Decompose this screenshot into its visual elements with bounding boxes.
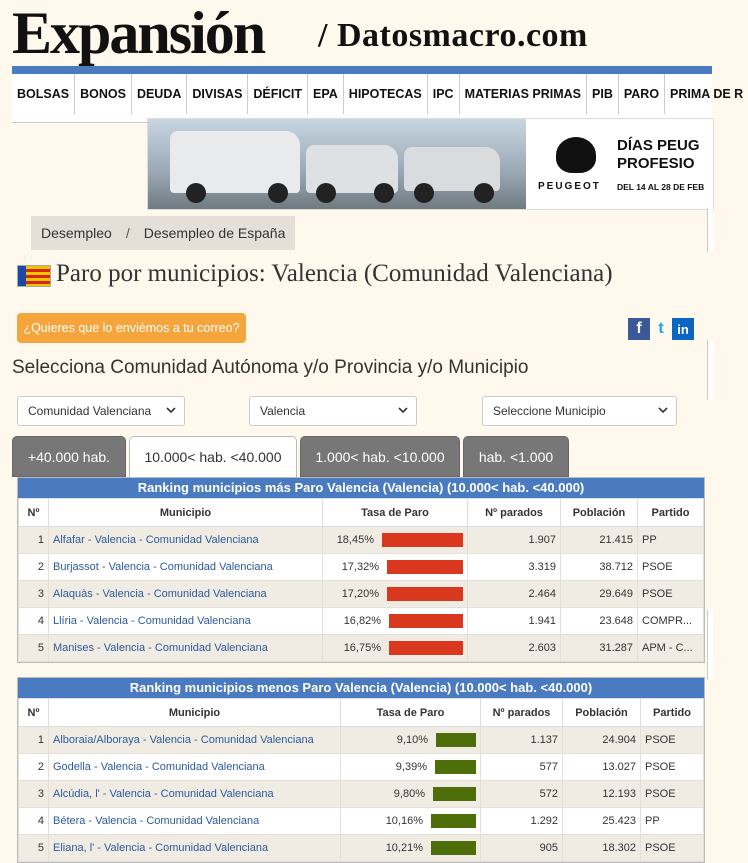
ranking-mas-paro	[17, 477, 705, 663]
nav-item[interactable]: DEUDA	[131, 74, 186, 114]
parados-cell: 572	[481, 781, 563, 808]
ranking-menos-paro	[17, 677, 705, 863]
municipio-cell	[49, 554, 323, 581]
ad-vans-image	[148, 119, 526, 209]
poblacion-cell: 25.423	[563, 808, 641, 835]
partido-cell: PP	[641, 808, 704, 835]
municipio-link-rest[interactable]: - Valencia - Comunidad Valenciana	[98, 561, 273, 573]
col-municipio[interactable]: Municipio	[49, 699, 341, 727]
nav-item[interactable]: PARO	[618, 74, 664, 114]
municipio-link[interactable]: Alaquàs	[53, 588, 93, 600]
comunidad-select[interactable]	[17, 396, 185, 426]
partido-cell: PSOE	[641, 835, 704, 862]
provincia-select-value: Valencia	[260, 404, 306, 418]
municipio-link-rest[interactable]: - Valencia - Comunidad Valenciana	[90, 761, 265, 773]
tasa-value: 10,16%	[385, 814, 423, 827]
peugeot-lion-icon	[556, 137, 596, 173]
tasa-cell	[323, 554, 468, 581]
parados-cell: 2.603	[468, 635, 561, 662]
tasa-cell	[341, 727, 481, 754]
parados-cell: 1.907	[468, 527, 561, 554]
ranking-mas-title: Ranking municipios más Paro Valencia (Valencia) (10.000< hab. <40.000)	[18, 478, 704, 498]
tasa-bar	[435, 760, 476, 774]
tasa-cell	[341, 781, 481, 808]
table-row[interactable]	[19, 727, 704, 754]
tasa-bar	[436, 733, 476, 747]
parados-cell: 577	[481, 754, 563, 781]
parados-cell: 1.292	[481, 808, 563, 835]
col-partido[interactable]: Partido	[638, 499, 704, 527]
tasa-cell	[323, 527, 468, 554]
ad-title: DÍAS PEUG PROFESIO	[617, 137, 700, 172]
col-poblacion[interactable]: Población	[561, 499, 638, 527]
parados-cell: 905	[481, 835, 563, 862]
municipio-link-rest[interactable]: - Valencia - Comunidad Valenciana	[94, 842, 269, 854]
col-parados[interactable]: Nº parados	[468, 499, 561, 527]
chevron-down-icon	[398, 405, 408, 415]
row-number: 1	[19, 527, 49, 554]
tasa-value: 17,20%	[341, 587, 379, 600]
tasa-cell	[323, 635, 468, 662]
tasa-cell	[341, 835, 481, 862]
municipio-link[interactable]: Llíria	[53, 615, 77, 627]
nav-item[interactable]: EPA	[307, 74, 343, 114]
tasa-value: 9,80%	[393, 787, 425, 800]
ranking-menos-title: Ranking municipios menos Paro Valencia (Valencia) (10.000< hab. <40.000)	[18, 678, 704, 698]
parados-cell: 1.137	[481, 727, 563, 754]
row-number: 3	[19, 781, 49, 808]
tasa-value: 10,21%	[385, 841, 423, 854]
table-row[interactable]	[19, 635, 704, 662]
parados-cell: 3.319	[468, 554, 561, 581]
tasa-bar	[382, 533, 463, 547]
poblacion-cell: 23.648	[561, 608, 638, 635]
partido-cell: PSOE	[641, 781, 704, 808]
municipio-link-rest[interactable]: - Valencia - Comunidad Valenciana	[85, 815, 260, 827]
col-parados[interactable]: Nº parados	[481, 699, 563, 727]
ad-brand: PEUGEOT	[538, 181, 601, 192]
municipio-select[interactable]	[482, 396, 677, 426]
municipio-link[interactable]: Bétera	[53, 815, 86, 827]
tasa-value: 9,10%	[396, 733, 428, 746]
main-nav	[12, 66, 744, 123]
tab-menos-1000[interactable]: hab. <1.000	[463, 436, 569, 477]
tasa-value: 18,45%	[336, 533, 374, 546]
parados-cell: 1.941	[468, 608, 561, 635]
page-title: Paro por municipios: Valencia (Comunidad Valenciana)	[56, 260, 613, 287]
municipio-link-rest[interactable]: - Valencia - Comunidad Valenciana	[93, 642, 268, 654]
provincia-select[interactable]	[249, 396, 417, 426]
municipio-cell	[49, 781, 341, 808]
municipio-cell	[49, 581, 323, 608]
table-row[interactable]	[19, 808, 704, 835]
page-edge	[707, 340, 713, 400]
tasa-value: 9,39%	[395, 760, 427, 773]
col-num[interactable]: Nº	[19, 499, 49, 527]
linkedin-icon[interactable]: in	[672, 318, 694, 340]
municipio-cell	[49, 754, 341, 781]
municipio-cell	[49, 608, 323, 635]
col-num[interactable]: Nº	[19, 699, 49, 727]
breadcrumb-desempleo[interactable]: Desempleo	[41, 225, 112, 241]
tasa-cell	[323, 581, 468, 608]
municipio-link-rest[interactable]: - Valencia - Comunidad Valenciana	[92, 588, 267, 600]
poblacion-cell: 21.415	[561, 527, 638, 554]
partido-cell: COMPR...	[638, 608, 704, 635]
chevron-down-icon	[166, 405, 176, 415]
poblacion-cell: 12.193	[563, 781, 641, 808]
poblacion-cell: 38.712	[561, 554, 638, 581]
nav-item[interactable]: MATERIAS PRIMAS	[459, 74, 586, 114]
poblacion-cell: 29.649	[561, 581, 638, 608]
row-number: 1	[19, 727, 49, 754]
nav-item[interactable]: BONOS	[74, 74, 131, 114]
selector-heading: Selecciona Comunidad Autónoma y/o Provincia y/o Municipio	[12, 357, 529, 378]
tab-10000-40000[interactable]: 10.000< hab. <40.000	[129, 436, 297, 477]
tasa-bar	[389, 614, 463, 628]
expansion-logo[interactable]: Expansión	[12, 0, 265, 66]
site-header	[0, 0, 712, 66]
tasa-bar	[433, 787, 476, 801]
parados-cell: 2.464	[468, 581, 561, 608]
ranking-menos-table	[18, 698, 704, 862]
tasa-bar	[431, 814, 476, 828]
partido-cell: PP	[638, 527, 704, 554]
chevron-down-icon	[658, 405, 668, 415]
row-number: 3	[19, 581, 49, 608]
col-partido[interactable]: Partido	[641, 699, 704, 727]
municipio-link[interactable]: Alfafar	[53, 534, 85, 546]
comunidad-select-value: Comunidad Valenciana	[28, 404, 152, 418]
facebook-icon[interactable]: f	[628, 318, 650, 340]
breadcrumb	[31, 216, 295, 250]
table-row[interactable]	[19, 781, 704, 808]
tasa-bar	[387, 560, 463, 574]
breadcrumb-separator: /	[125, 225, 130, 241]
municipio-link[interactable]: Alcúdia, l'	[53, 788, 100, 800]
nav-item[interactable]: DÉFICIT	[247, 74, 307, 114]
row-number: 2	[19, 754, 49, 781]
poblacion-cell: 18.302	[563, 835, 641, 862]
tasa-cell	[323, 608, 468, 635]
ad-date: DEL 14 AL 28 DE FEB	[617, 182, 705, 192]
poblacion-cell: 13.027	[563, 754, 641, 781]
email-subscribe-button[interactable]: ¿Quieres que lo enviémos a tu correo?	[17, 313, 246, 343]
nav-item[interactable]: PIB	[586, 74, 618, 114]
table-row[interactable]	[19, 754, 704, 781]
tasa-value: 16,75%	[343, 641, 381, 654]
table-row[interactable]	[19, 527, 704, 554]
row-number: 5	[19, 835, 49, 862]
municipio-cell	[49, 527, 323, 554]
row-number: 2	[19, 554, 49, 581]
col-poblacion[interactable]: Población	[563, 699, 641, 727]
municipio-link[interactable]: Alboraia/Alboraya	[53, 734, 140, 746]
tasa-bar	[389, 641, 463, 655]
tasa-cell	[341, 808, 481, 835]
municipio-cell	[49, 727, 341, 754]
page-edge	[707, 208, 713, 252]
municipio-link[interactable]: Godella	[53, 761, 91, 773]
col-municipio[interactable]: Municipio	[49, 499, 323, 527]
row-number: 5	[19, 635, 49, 662]
partido-cell: PSOE	[641, 727, 704, 754]
nav-item[interactable]: PRIMA DE R	[664, 74, 748, 114]
datosmacro-logo[interactable]: / Datosmacro.com	[318, 17, 588, 54]
page-edge	[707, 610, 713, 680]
tasa-value: 17,32%	[341, 560, 379, 573]
municipio-link-rest[interactable]: - Valencia - Comunidad Valenciana	[76, 615, 251, 627]
municipio-select-value: Seleccione Municipio	[493, 404, 606, 418]
municipio-cell	[49, 835, 341, 862]
table-row[interactable]	[19, 554, 704, 581]
row-number: 4	[19, 808, 49, 835]
nav-item[interactable]: IPC	[427, 74, 459, 114]
valencia-flag-icon	[17, 265, 51, 287]
twitter-icon[interactable]: t	[658, 320, 664, 337]
municipio-link-rest[interactable]: - Valencia - Comunidad Valenciana	[99, 788, 274, 800]
ad-text-panel	[526, 119, 713, 209]
row-number: 4	[19, 608, 49, 635]
nav-item[interactable]: BOLSAS	[17, 87, 70, 101]
partido-cell: PSOE	[641, 754, 704, 781]
municipio-link-rest[interactable]: - Valencia - Comunidad Valenciana	[139, 734, 314, 746]
municipio-link[interactable]: Manises	[53, 642, 94, 654]
tasa-cell	[341, 754, 481, 781]
ad-banner[interactable]	[147, 118, 714, 210]
tab-mas-40000[interactable]: +40.000 hab.	[12, 436, 126, 477]
table-row[interactable]	[19, 835, 704, 862]
partido-cell: APM - C...	[638, 635, 704, 662]
partido-cell: PSOE	[638, 581, 704, 608]
municipio-cell	[49, 808, 341, 835]
tasa-value: 16,82%	[343, 614, 381, 627]
poblacion-cell: 31.287	[561, 635, 638, 662]
municipio-link[interactable]: Eliana, l'	[53, 842, 95, 854]
municipio-cell	[49, 635, 323, 662]
table-row[interactable]	[19, 608, 704, 635]
col-tasa[interactable]: Tasa de Paro	[323, 499, 468, 527]
ranking-mas-table	[18, 498, 704, 662]
tab-1000-10000[interactable]: 1.000< hab. <10.000	[300, 436, 460, 477]
partido-cell: PSOE	[638, 554, 704, 581]
breadcrumb-desempleo-espana[interactable]: Desempleo de España	[143, 225, 286, 241]
col-tasa[interactable]: Tasa de Paro	[341, 699, 481, 727]
table-row[interactable]	[19, 581, 704, 608]
tasa-bar	[387, 587, 463, 601]
tasa-bar	[431, 841, 476, 855]
nav-item[interactable]: DIVISAS	[186, 74, 247, 114]
poblacion-cell: 24.904	[563, 727, 641, 754]
municipio-link[interactable]: Burjassot	[53, 561, 99, 573]
nav-item[interactable]: HIPOTECAS	[343, 74, 427, 114]
municipio-link-rest[interactable]: - Valencia - Comunidad Valenciana	[84, 534, 259, 546]
